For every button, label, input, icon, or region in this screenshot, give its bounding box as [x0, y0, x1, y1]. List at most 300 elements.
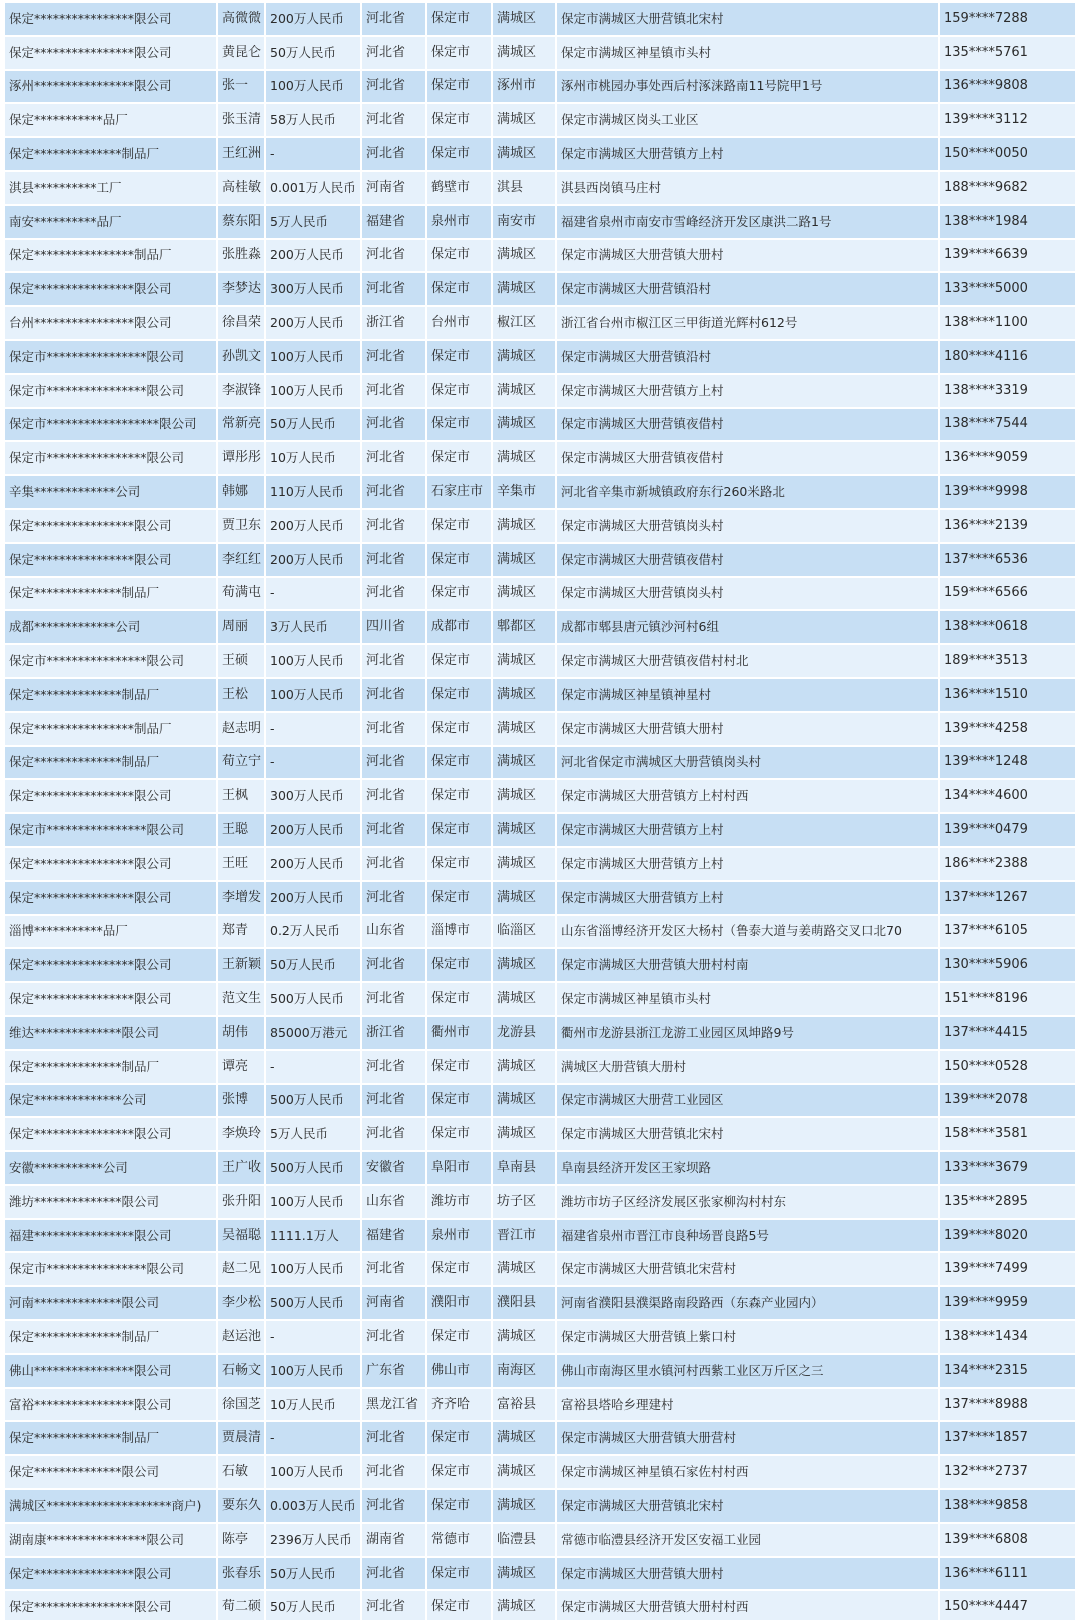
legal-person-cell: 徐国芝 — [217, 1388, 265, 1422]
province-cell: 河北省 — [361, 779, 426, 813]
legal-person-cell: 石敏 — [217, 1455, 265, 1489]
registered-capital-cell: 100万人民币 — [265, 1252, 361, 1286]
table-row — [5, 915, 1075, 949]
phone-cell: 138****1434 — [939, 1320, 1075, 1354]
company-name-cell: 台州****************限公司 — [5, 306, 217, 340]
address-cell: 保定市满城区神星镇神星村 — [556, 678, 939, 712]
district-cell: 满城区 — [492, 239, 556, 273]
city-cell: 鹤壁市 — [426, 171, 492, 205]
company-name-cell: 保定****************制品厂 — [5, 712, 217, 746]
phone-cell: 139****7499 — [939, 1252, 1075, 1286]
table-row — [5, 881, 1075, 915]
district-cell: 满城区 — [492, 1590, 556, 1620]
province-cell: 河北省 — [361, 1084, 426, 1118]
company-name-cell: 维达**************限公司 — [5, 1016, 217, 1050]
company-name-cell: 保定市****************限公司 — [5, 644, 217, 678]
company-name-cell: 保定****************限公司 — [5, 881, 217, 915]
table-row — [5, 1117, 1075, 1151]
table-row — [5, 509, 1075, 543]
province-cell: 河北省 — [361, 982, 426, 1016]
city-cell: 保定市 — [426, 1084, 492, 1118]
table-row — [5, 1557, 1075, 1591]
phone-cell: 130****5906 — [939, 948, 1075, 982]
city-cell: 保定市 — [426, 847, 492, 881]
legal-person-cell: 李增发 — [217, 881, 265, 915]
city-cell: 濮阳市 — [426, 1286, 492, 1320]
company-name-cell: 保定****************限公司 — [5, 509, 217, 543]
district-cell: 满城区 — [492, 1050, 556, 1084]
province-cell: 河北省 — [361, 103, 426, 137]
registered-capital-cell: 0.2万人民币 — [265, 915, 361, 949]
district-cell: 郫都区 — [492, 610, 556, 644]
address-cell: 河南省濮阳县濮渠路南段路西（东森产业园内） — [556, 1286, 939, 1320]
address-cell: 保定市满城区大册营镇北宋村 — [556, 3, 939, 36]
city-cell: 阜阳市 — [426, 1151, 492, 1185]
city-cell: 保定市 — [426, 374, 492, 408]
city-cell: 泉州市 — [426, 1219, 492, 1253]
province-cell: 河北省 — [361, 1455, 426, 1489]
city-cell: 成都市 — [426, 610, 492, 644]
phone-cell: 151****8196 — [939, 982, 1075, 1016]
province-cell: 河北省 — [361, 881, 426, 915]
district-cell: 满城区 — [492, 847, 556, 881]
address-cell: 山东省淄博经济开发区大杨村（鲁泰大道与姜萌路交叉口北70 — [556, 915, 939, 949]
legal-person-cell: 赵运池 — [217, 1320, 265, 1354]
legal-person-cell: 孙凯文 — [217, 340, 265, 374]
district-cell: 椒江区 — [492, 306, 556, 340]
address-cell: 保定市满城区大册营镇大册村村南 — [556, 948, 939, 982]
legal-person-cell: 李焕玲 — [217, 1117, 265, 1151]
company-name-cell: 保定**************制品厂 — [5, 1050, 217, 1084]
phone-cell: 134****4600 — [939, 779, 1075, 813]
legal-person-cell: 王新颖 — [217, 948, 265, 982]
address-cell: 保定市满城区大册营镇方上村 — [556, 847, 939, 881]
legal-person-cell: 王旺 — [217, 847, 265, 881]
table-row — [5, 103, 1075, 137]
company-name-cell: 保定****************限公司 — [5, 272, 217, 306]
city-cell: 保定市 — [426, 746, 492, 780]
registered-capital-cell: - — [265, 1320, 361, 1354]
city-cell: 保定市 — [426, 1117, 492, 1151]
province-cell: 河北省 — [361, 70, 426, 104]
province-cell: 浙江省 — [361, 306, 426, 340]
district-cell: 晋江市 — [492, 1219, 556, 1253]
address-cell: 保定市满城区大册营镇大册村 — [556, 1557, 939, 1591]
company-name-cell: 保定***********品厂 — [5, 103, 217, 137]
phone-cell: 138****9858 — [939, 1489, 1075, 1523]
legal-person-cell: 高桂敏 — [217, 171, 265, 205]
registered-capital-cell: 200万人民币 — [265, 543, 361, 577]
district-cell: 满城区 — [492, 1455, 556, 1489]
province-cell: 河南省 — [361, 171, 426, 205]
city-cell: 保定市 — [426, 272, 492, 306]
table-row — [5, 408, 1075, 442]
district-cell: 满城区 — [492, 1320, 556, 1354]
province-cell: 河北省 — [361, 1252, 426, 1286]
district-cell: 满城区 — [492, 1084, 556, 1118]
table-row — [5, 36, 1075, 70]
legal-person-cell: 贾晨清 — [217, 1421, 265, 1455]
district-cell: 满城区 — [492, 441, 556, 475]
table-row — [5, 1523, 1075, 1557]
city-cell: 保定市 — [426, 779, 492, 813]
city-cell: 常德市 — [426, 1523, 492, 1557]
legal-person-cell: 常新亮 — [217, 408, 265, 442]
city-cell: 保定市 — [426, 70, 492, 104]
province-cell: 河北省 — [361, 137, 426, 171]
table-row — [5, 1050, 1075, 1084]
registered-capital-cell: - — [265, 577, 361, 611]
city-cell: 保定市 — [426, 1489, 492, 1523]
company-name-cell: 成都*************公司 — [5, 610, 217, 644]
phone-cell: 139****8020 — [939, 1219, 1075, 1253]
table-row — [5, 239, 1075, 273]
registered-capital-cell: - — [265, 137, 361, 171]
city-cell: 保定市 — [426, 441, 492, 475]
registered-capital-cell: 1111.1万人 — [265, 1219, 361, 1253]
city-cell: 保定市 — [426, 137, 492, 171]
city-cell: 保定市 — [426, 1455, 492, 1489]
city-cell: 保定市 — [426, 1557, 492, 1591]
city-cell: 保定市 — [426, 644, 492, 678]
district-cell: 满城区 — [492, 36, 556, 70]
province-cell: 河北省 — [361, 475, 426, 509]
district-cell: 满城区 — [492, 1117, 556, 1151]
legal-person-cell: 王松 — [217, 678, 265, 712]
province-cell: 河北省 — [361, 374, 426, 408]
address-cell: 保定市满城区大册营镇北宋村 — [556, 1489, 939, 1523]
legal-person-cell: 王广收 — [217, 1151, 265, 1185]
legal-person-cell: 张一 — [217, 70, 265, 104]
registered-capital-cell: 500万人民币 — [265, 1286, 361, 1320]
address-cell: 保定市满城区大册营镇大册村 — [556, 239, 939, 273]
table-row — [5, 1320, 1075, 1354]
address-cell: 衢州市龙游县浙江龙游工业园区凤坤路9号 — [556, 1016, 939, 1050]
registered-capital-cell: 200万人民币 — [265, 847, 361, 881]
phone-cell: 134****2315 — [939, 1354, 1075, 1388]
registered-capital-cell: 50万人民币 — [265, 948, 361, 982]
city-cell: 保定市 — [426, 36, 492, 70]
phone-cell: 137****1267 — [939, 881, 1075, 915]
table-row — [5, 1219, 1075, 1253]
phone-cell: 136****1510 — [939, 678, 1075, 712]
province-cell: 河北省 — [361, 1489, 426, 1523]
address-cell: 潍坊市坊子区经济发展区张家柳沟村村东 — [556, 1185, 939, 1219]
company-name-cell: 富裕****************限公司 — [5, 1388, 217, 1422]
address-cell: 保定市满城区大册营镇大册村 — [556, 712, 939, 746]
district-cell: 南安市 — [492, 205, 556, 239]
city-cell: 保定市 — [426, 813, 492, 847]
phone-cell: 139****1248 — [939, 746, 1075, 780]
table-row — [5, 712, 1075, 746]
legal-person-cell: 张玉清 — [217, 103, 265, 137]
phone-cell: 136****9059 — [939, 441, 1075, 475]
district-cell: 满城区 — [492, 1489, 556, 1523]
address-cell: 保定市满城区大册营镇夜借村 — [556, 408, 939, 442]
registered-capital-cell: 300万人民币 — [265, 272, 361, 306]
address-cell: 保定市满城区大册营镇大册村村西 — [556, 1590, 939, 1620]
legal-person-cell: 黄昆仑 — [217, 36, 265, 70]
province-cell: 湖南省 — [361, 1523, 426, 1557]
address-cell: 保定市满城区神星镇石家佐村村西 — [556, 1455, 939, 1489]
district-cell: 坊子区 — [492, 1185, 556, 1219]
district-cell: 满城区 — [492, 137, 556, 171]
phone-cell: 133****3679 — [939, 1151, 1075, 1185]
company-name-cell: 保定****************制品厂 — [5, 239, 217, 273]
company-name-cell: 保定****************限公司 — [5, 1557, 217, 1591]
phone-cell: 150****0528 — [939, 1050, 1075, 1084]
city-cell: 保定市 — [426, 982, 492, 1016]
address-cell: 河北省保定市满城区大册营镇岗头村 — [556, 746, 939, 780]
city-cell: 泉州市 — [426, 205, 492, 239]
phone-cell: 139****9998 — [939, 475, 1075, 509]
address-cell: 保定市满城区大册营镇方上村 — [556, 137, 939, 171]
registered-capital-cell: 5万人民币 — [265, 205, 361, 239]
legal-person-cell: 石畅文 — [217, 1354, 265, 1388]
address-cell: 满城区大册营镇大册村 — [556, 1050, 939, 1084]
province-cell: 河北省 — [361, 36, 426, 70]
registered-capital-cell: 85000万港元 — [265, 1016, 361, 1050]
company-name-cell: 安徽***********公司 — [5, 1151, 217, 1185]
district-cell: 临澧县 — [492, 1523, 556, 1557]
city-cell: 保定市 — [426, 678, 492, 712]
table-row — [5, 441, 1075, 475]
address-cell: 浙江省台州市椒江区三甲街道光辉村612号 — [556, 306, 939, 340]
city-cell: 保定市 — [426, 1320, 492, 1354]
province-cell: 河北省 — [361, 847, 426, 881]
company-name-cell: 淄博***********品厂 — [5, 915, 217, 949]
address-cell: 常德市临澧县经济开发区安福工业园 — [556, 1523, 939, 1557]
city-cell: 台州市 — [426, 306, 492, 340]
city-cell: 保定市 — [426, 1590, 492, 1620]
phone-cell: 136****9808 — [939, 70, 1075, 104]
table-row — [5, 1016, 1075, 1050]
province-cell: 河北省 — [361, 712, 426, 746]
company-name-cell: 保定市****************限公司 — [5, 340, 217, 374]
company-name-cell: 保定****************限公司 — [5, 847, 217, 881]
registered-capital-cell: - — [265, 1050, 361, 1084]
phone-cell: 136****2139 — [939, 509, 1075, 543]
district-cell: 满城区 — [492, 509, 556, 543]
table-row — [5, 272, 1075, 306]
phone-cell: 138****0618 — [939, 610, 1075, 644]
province-cell: 河北省 — [361, 239, 426, 273]
legal-person-cell: 贾卫东 — [217, 509, 265, 543]
province-cell: 河北省 — [361, 1590, 426, 1620]
legal-person-cell: 胡伟 — [217, 1016, 265, 1050]
address-cell: 福建省泉州市晋江市良种场晋良路5号 — [556, 1219, 939, 1253]
company-name-cell: 保定**************制品厂 — [5, 746, 217, 780]
phone-cell: 180****4116 — [939, 340, 1075, 374]
phone-cell: 139****2078 — [939, 1084, 1075, 1118]
company-name-cell: 河南**************限公司 — [5, 1286, 217, 1320]
district-cell: 淇县 — [492, 171, 556, 205]
province-cell: 河北省 — [361, 644, 426, 678]
district-cell: 阜南县 — [492, 1151, 556, 1185]
address-cell: 保定市满城区大册营工业园区 — [556, 1084, 939, 1118]
province-cell: 河北省 — [361, 1117, 426, 1151]
company-name-cell: 保定**************制品厂 — [5, 1320, 217, 1354]
table-row — [5, 1489, 1075, 1523]
city-cell: 保定市 — [426, 948, 492, 982]
city-cell: 保定市 — [426, 509, 492, 543]
district-cell: 濮阳县 — [492, 1286, 556, 1320]
registered-capital-cell: 100万人民币 — [265, 1185, 361, 1219]
province-cell: 河北省 — [361, 543, 426, 577]
registered-capital-cell: - — [265, 712, 361, 746]
address-cell: 保定市满城区大册营镇岗头村 — [556, 577, 939, 611]
legal-person-cell: 张胜淼 — [217, 239, 265, 273]
address-cell: 富裕县塔哈乡理建村 — [556, 1388, 939, 1422]
district-cell: 满城区 — [492, 678, 556, 712]
province-cell: 河北省 — [361, 441, 426, 475]
province-cell: 河北省 — [361, 678, 426, 712]
registered-capital-cell: 50万人民币 — [265, 1590, 361, 1620]
registered-capital-cell: 0.001万人民币 — [265, 171, 361, 205]
registered-capital-cell: 10万人民币 — [265, 441, 361, 475]
registered-capital-cell: 50万人民币 — [265, 36, 361, 70]
phone-cell: 138****3319 — [939, 374, 1075, 408]
table-row — [5, 577, 1075, 611]
province-cell: 安徽省 — [361, 1151, 426, 1185]
table-row — [5, 205, 1075, 239]
company-name-cell: 佛山****************限公司 — [5, 1354, 217, 1388]
phone-cell: 137****8988 — [939, 1388, 1075, 1422]
table-row — [5, 813, 1075, 847]
company-name-cell: 淇县**********工厂 — [5, 171, 217, 205]
phone-cell: 137****4415 — [939, 1016, 1075, 1050]
registered-capital-cell: 200万人民币 — [265, 813, 361, 847]
legal-person-cell: 张升阳 — [217, 1185, 265, 1219]
legal-person-cell: 李红红 — [217, 543, 265, 577]
phone-cell: 159****6566 — [939, 577, 1075, 611]
table-row — [5, 610, 1075, 644]
legal-person-cell: 荀满屯 — [217, 577, 265, 611]
registered-capital-cell: 100万人民币 — [265, 70, 361, 104]
table-row — [5, 3, 1075, 36]
registered-capital-cell: 0.003万人民币 — [265, 1489, 361, 1523]
table-row — [5, 644, 1075, 678]
city-cell: 保定市 — [426, 577, 492, 611]
table-row — [5, 948, 1075, 982]
company-name-cell: 南安**********品厂 — [5, 205, 217, 239]
phone-cell: 139****9959 — [939, 1286, 1075, 1320]
company-name-cell: 保定****************限公司 — [5, 3, 217, 36]
legal-person-cell: 陈亭 — [217, 1523, 265, 1557]
registered-capital-cell: 50万人民币 — [265, 408, 361, 442]
address-cell: 保定市满城区大册营镇上紫口村 — [556, 1320, 939, 1354]
city-cell: 保定市 — [426, 3, 492, 36]
company-name-cell: 涿州****************限公司 — [5, 70, 217, 104]
province-cell: 黑龙江省 — [361, 1388, 426, 1422]
address-cell: 保定市满城区大册营镇夜借村 — [556, 441, 939, 475]
address-cell: 佛山市南海区里水镇河村西紫工业区万斤区之三 — [556, 1354, 939, 1388]
legal-person-cell: 谭亮 — [217, 1050, 265, 1084]
phone-cell: 159****7288 — [939, 3, 1075, 36]
legal-person-cell: 李梦达 — [217, 272, 265, 306]
phone-cell: 139****6808 — [939, 1523, 1075, 1557]
address-cell: 保定市满城区神星镇市头村 — [556, 36, 939, 70]
province-cell: 四川省 — [361, 610, 426, 644]
table-row — [5, 70, 1075, 104]
phone-cell: 138****7544 — [939, 408, 1075, 442]
registered-capital-cell: 50万人民币 — [265, 1557, 361, 1591]
registered-capital-cell: 58万人民币 — [265, 103, 361, 137]
company-name-cell: 保定**************制品厂 — [5, 1421, 217, 1455]
province-cell: 河北省 — [361, 340, 426, 374]
table-row — [5, 137, 1075, 171]
province-cell: 河北省 — [361, 408, 426, 442]
city-cell: 保定市 — [426, 712, 492, 746]
table-row — [5, 1084, 1075, 1118]
district-cell: 满城区 — [492, 644, 556, 678]
city-cell: 保定市 — [426, 1252, 492, 1286]
registered-capital-cell: - — [265, 1421, 361, 1455]
city-cell: 齐齐哈 — [426, 1388, 492, 1422]
city-cell: 淄博市 — [426, 915, 492, 949]
province-cell: 河北省 — [361, 3, 426, 36]
address-cell: 保定市满城区大册营镇方上村 — [556, 813, 939, 847]
legal-person-cell: 范文生 — [217, 982, 265, 1016]
company-name-cell: 湖南康****************限公司 — [5, 1523, 217, 1557]
province-cell: 福建省 — [361, 1219, 426, 1253]
district-cell: 满城区 — [492, 779, 556, 813]
address-cell: 保定市满城区大册营镇沿村 — [556, 272, 939, 306]
province-cell: 广东省 — [361, 1354, 426, 1388]
phone-cell: 188****9682 — [939, 171, 1075, 205]
province-cell: 河北省 — [361, 1050, 426, 1084]
city-cell: 保定市 — [426, 1421, 492, 1455]
legal-person-cell: 王聪 — [217, 813, 265, 847]
province-cell: 浙江省 — [361, 1016, 426, 1050]
address-cell: 保定市满城区大册营镇方上村 — [556, 881, 939, 915]
address-cell: 保定市满城区大册营镇沿村 — [556, 340, 939, 374]
legal-person-cell: 荀二硕 — [217, 1590, 265, 1620]
registered-capital-cell: 5万人民币 — [265, 1117, 361, 1151]
province-cell: 河北省 — [361, 577, 426, 611]
district-cell: 满城区 — [492, 408, 556, 442]
table-body — [5, 3, 1075, 1620]
province-cell: 河南省 — [361, 1286, 426, 1320]
province-cell: 福建省 — [361, 205, 426, 239]
phone-cell: 135****2895 — [939, 1185, 1075, 1219]
phone-cell: 138****1100 — [939, 306, 1075, 340]
table-row — [5, 374, 1075, 408]
district-cell: 满城区 — [492, 103, 556, 137]
table-row — [5, 543, 1075, 577]
legal-person-cell: 王枫 — [217, 779, 265, 813]
registered-capital-cell: 100万人民币 — [265, 644, 361, 678]
table-row — [5, 340, 1075, 374]
phone-cell: 150****4447 — [939, 1590, 1075, 1620]
province-cell: 河北省 — [361, 813, 426, 847]
company-name-cell: 辛集*************公司 — [5, 475, 217, 509]
city-cell: 保定市 — [426, 408, 492, 442]
table-row — [5, 678, 1075, 712]
registered-capital-cell: 200万人民币 — [265, 3, 361, 36]
company-name-cell: 保定**************制品厂 — [5, 137, 217, 171]
legal-person-cell: 要东久 — [217, 1489, 265, 1523]
table-row — [5, 1151, 1075, 1185]
district-cell: 满城区 — [492, 577, 556, 611]
district-cell: 满城区 — [492, 272, 556, 306]
phone-cell: 135****5761 — [939, 36, 1075, 70]
table-row — [5, 1590, 1075, 1620]
province-cell: 河北省 — [361, 948, 426, 982]
registered-capital-cell: 3万人民币 — [265, 610, 361, 644]
district-cell: 满城区 — [492, 340, 556, 374]
address-cell: 涿州市桃园办事处西后村涿涞路南11号院甲1号 — [556, 70, 939, 104]
